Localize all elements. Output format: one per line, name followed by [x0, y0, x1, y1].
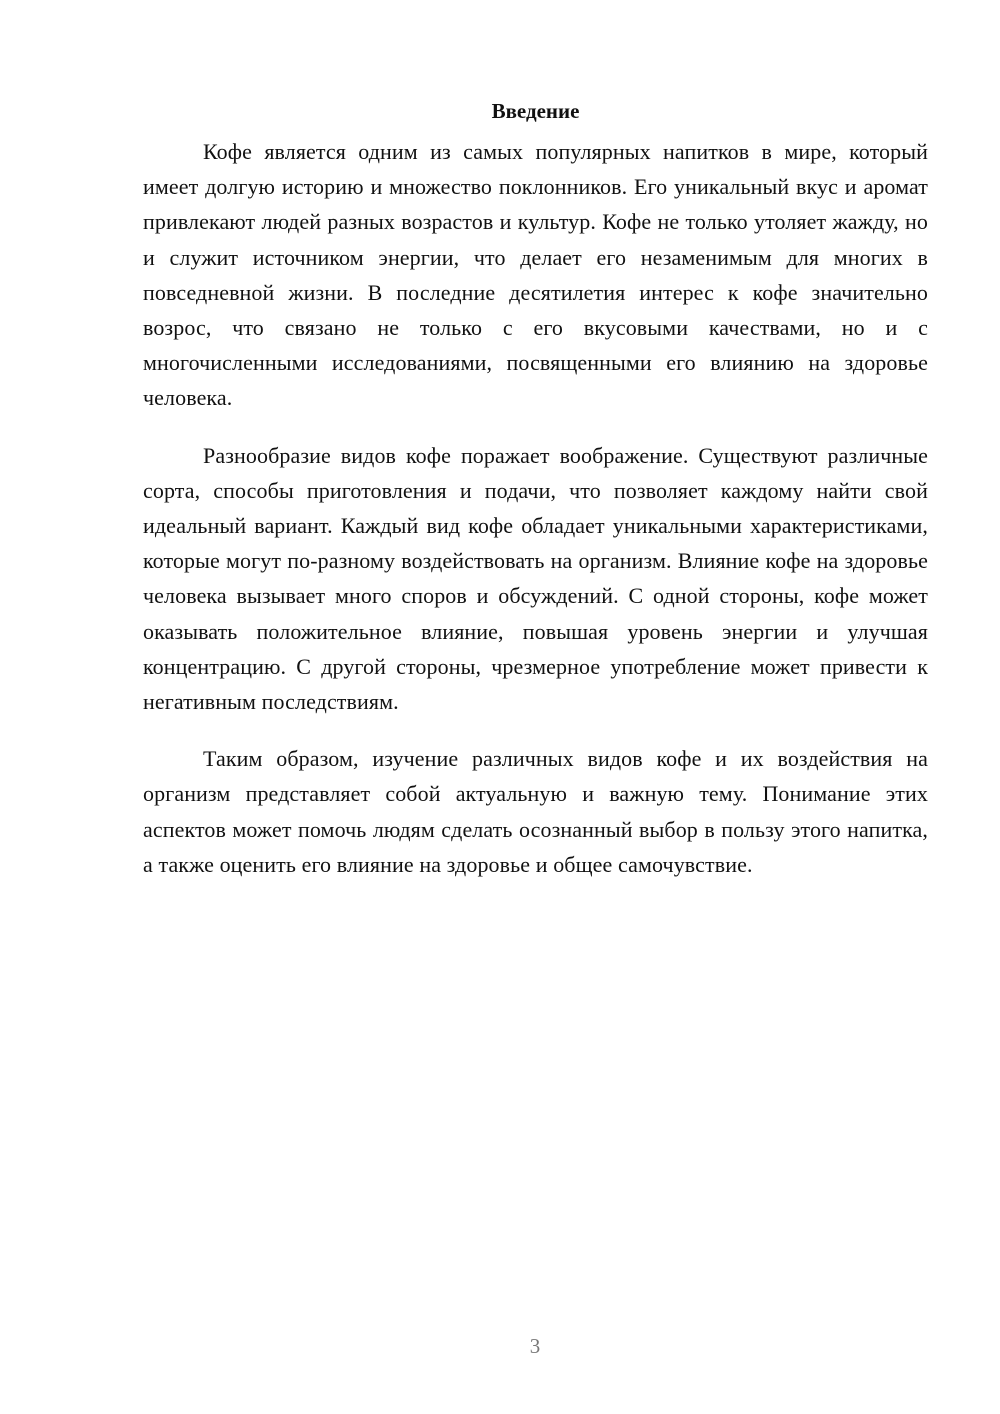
page-content	[143, 96, 928, 904]
page-number: 3	[529, 1334, 541, 1358]
paragraph-1: Кофе является одним из самых популярных напитков в мире, который имеет долгую историю и множество поклонников. Его уникальный вкус и аромат привлекают людей разных возрастов и культур. Кофе не только утоляет жажду, но и служит источником энергии, что делает его незаменимым для многих в повседневной жизни. В последние десятилетия интерес к кофе значительно возрос, что связано не только с его вкусовыми качествами, но и с многочисленными исследованиями, посвященными его влиянию на здоровье человека.	[143, 139, 928, 411]
paragraph-3: Таким образом, изучение различных видов кофе и их воздействия на организм представляет собой актуальную и важную тему. Понимание этих аспектов может помочь людям сделать осознанный выбор в пользу этого напитка, а также оценить его влияние на здоровье и общее самочувствие.	[143, 746, 928, 877]
section-title: Введение	[491, 99, 580, 123]
paragraph-2: Разнообразие видов кофе поражает воображение. Существуют различные сорта, способы приготовления и подачи, что позволяет каждому найти свой идеальный вариант. Каждый вид кофе обладает уникальными характеристиками, которые могут по-разному воздействовать на организм. Влияние кофе на здоровье человека вызывает много споров и обсуждений. С одной стороны, кофе может оказывать положительное влияние, повышая уровень энергии и улучшая концентрацию. С другой стороны, чрезмерное употребление может привести к негативным последствиям.	[143, 442, 928, 715]
